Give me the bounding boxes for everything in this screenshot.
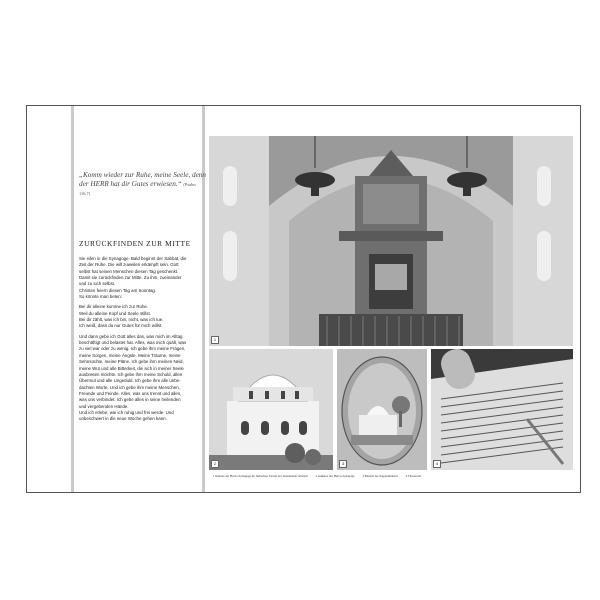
dome-painting-photo	[337, 349, 427, 470]
paragraph-intro	[79, 256, 203, 300]
synagogue-exterior-photo	[209, 349, 333, 470]
text-line: Sehnsüchte, meine Pläne. Ich gebe ihm meinen Neid,	[79, 359, 184, 365]
text-line: und vergebenden Hände.	[79, 403, 129, 409]
text-line: Damit sie zurückfinden zur Mitte. Zu ihm, zueinander	[79, 275, 182, 281]
torah-scroll-photo	[431, 349, 573, 470]
photo-captions	[213, 474, 428, 478]
text-line: Übermut und alle Ungeduld. Ich gebe ihm alle unbe-	[79, 378, 181, 384]
text-line: unbeschwert in die neue Woche gehen kann.	[79, 416, 167, 422]
text-line: Sie eilen in die Synagoge. Bald beginnt der Sabbat, die	[79, 256, 187, 261]
text-line: meine Wut und alle Bitterkeit, die sich in meiner Seele	[79, 365, 184, 371]
text-line: Und dann gebe ich Gott alles das, was mich im Alltag	[79, 333, 183, 339]
caption-4: 4 Thorarolle	[405, 474, 421, 478]
text-line: ausbreiten möchte. Ich gebe ihm meine Schuld, allen	[79, 371, 183, 377]
text-line: meine Sorgen, meine Ängste. Meine Träume, meine	[79, 352, 181, 358]
section-heading: ZURÜCKFINDEN ZUR MITTE	[79, 239, 191, 248]
quote-reference: (Psalm 116,7)	[79, 182, 196, 197]
text-line: beschäftigt und belastet hat. Alles, was mich quält, was	[79, 340, 187, 346]
text-line: Bei dir zählt, was ich bin, nicht, was ich tue.	[79, 317, 164, 323]
text-line: dachten Worte. Und ich gebe ihm meine Menschen,	[79, 384, 180, 390]
text-line: So könnte man beten:	[79, 294, 122, 300]
text-line: Bei dir alleine komme ich zur Ruhe.	[79, 304, 149, 310]
photo-number-badge: 3	[339, 460, 347, 468]
text-line: Ich weiß, dass du nur Gutes für mich willst.	[79, 323, 163, 329]
text-line: selbst hat seinen Menschen diesen Tag geschenkt.	[79, 268, 179, 274]
psalm-quote	[79, 171, 207, 199]
text-line: Christen feiern diesen Tag am Sonntag.	[79, 287, 157, 293]
photo-number-badge: 1	[211, 336, 219, 344]
book-page-spread	[26, 105, 581, 493]
text-line: zu viel war oder zu wenig. Ich gebe ihm meine Fragen,	[79, 346, 186, 352]
text-line: Freunde und Feinde. Alles, was uns trennt und alles,	[79, 390, 182, 396]
caption-2: 2 Äußeres der Hurva-Synagoge	[315, 474, 355, 478]
body-text	[79, 256, 203, 427]
quote-text: „Komm wieder zur Ruhe, meine Seele, denn der HERR hat dir Gutes erwiesen.“	[79, 171, 206, 189]
text-line: Zeit der Ruhe. Die will zuweilen erkämpft sein. Gott	[79, 262, 179, 268]
caption-3: 3 Bleisch der Kuppelmalerei	[362, 474, 398, 478]
text-line: und zu sich selbst.	[79, 281, 116, 287]
photo-number-badge: 2	[211, 460, 219, 468]
paragraph-surrender	[79, 334, 203, 423]
margin-rule-left	[71, 106, 74, 492]
synagogue-interior-photo	[209, 136, 573, 346]
paragraph-prayer	[79, 304, 203, 329]
text-line: was uns verbindet. Ich gebe alles in seine heilenden	[79, 397, 181, 403]
photo-number-badge: 4	[433, 460, 441, 468]
caption-1: 1 Inneres der Hurva-Synagoge im Jüdischen Viertel der Jerusalemer Altstadt	[213, 474, 308, 478]
text-line: Weil du alleine Kopf und Seele stillst.	[79, 310, 151, 316]
text-line: Und ich erlebe, wie ich ruhig und frei werde. Und	[79, 409, 174, 415]
